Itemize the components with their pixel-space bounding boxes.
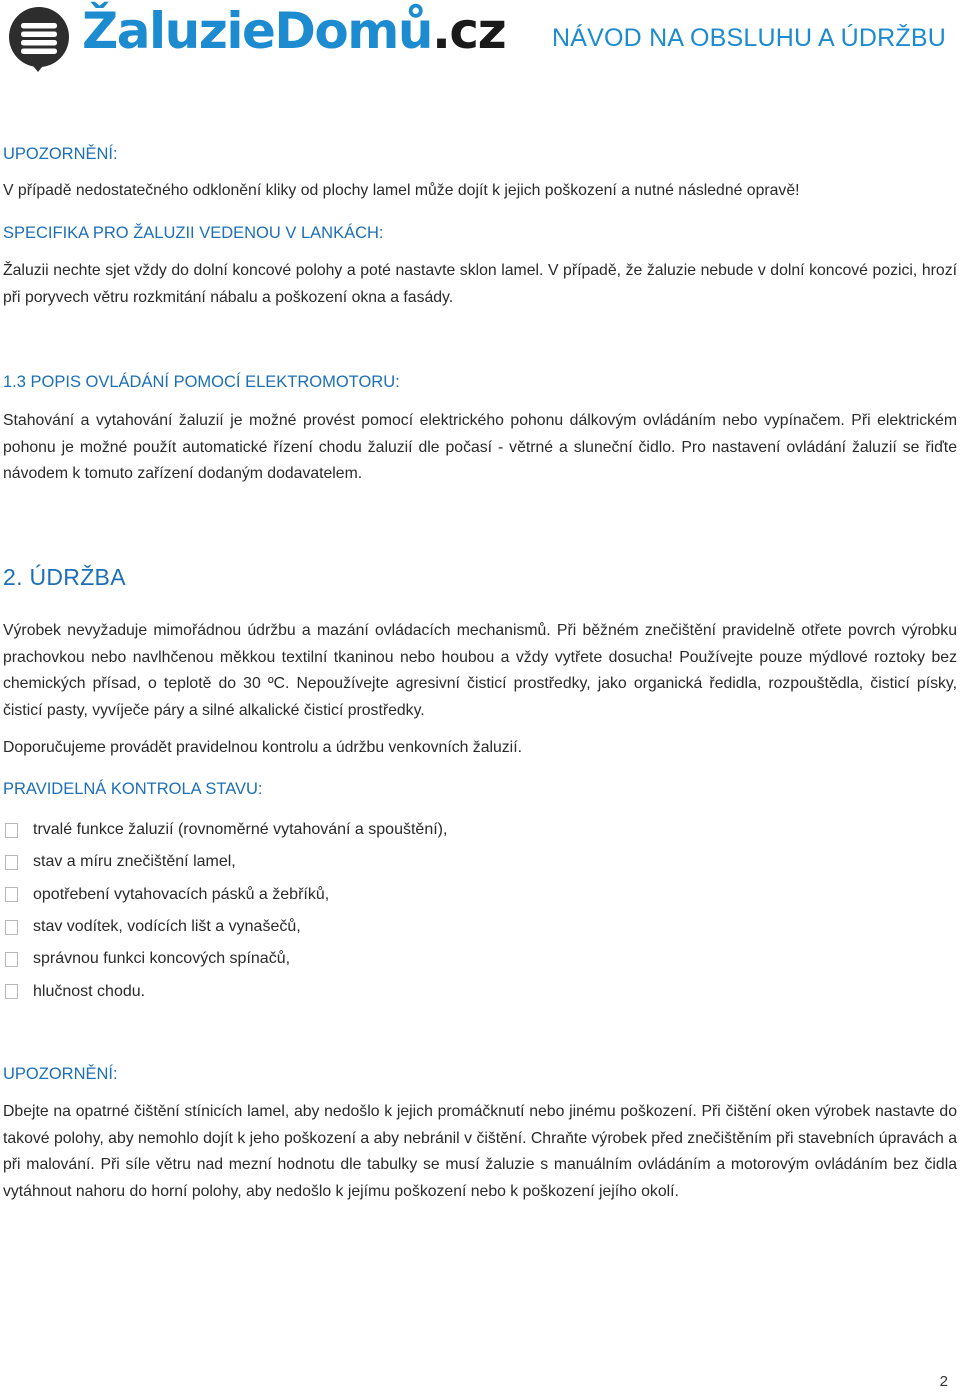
cords-label: SPECIFIKA PRO ŽALUZII VEDENOU V LANKÁCH: xyxy=(3,224,384,242)
list-item xyxy=(3,879,447,911)
page-number: 2 xyxy=(939,1373,948,1390)
recommend-text: Doporučujeme provádět pravidelnou kontrolu a údržbu venkovních žaluzií. xyxy=(3,739,522,756)
warning-label: UPOZORNĚNÍ: xyxy=(3,145,118,163)
check-label: PRAVIDELNÁ KONTROLA STAVU: xyxy=(3,780,263,798)
checkbox-square-icon xyxy=(5,920,18,935)
list-item-text: opotřebení vytahovacích pásků a žebříků, xyxy=(33,885,330,903)
checkbox-square-icon xyxy=(5,887,18,902)
document-title: NÁVOD NA OBSLUHU A ÚDRŽBU xyxy=(552,24,946,52)
warning-label: UPOZORNĚNÍ: xyxy=(3,1065,118,1083)
maintenance-heading: 2. ÚDRŽBA xyxy=(3,564,126,590)
list-item xyxy=(3,943,447,975)
motor-text: Stahování a vytahování žaluzií je možné provést pomocí elektrického pohonu dálkovým ovládáním nebo vypínačem. Při elektrickém pohonu je možné použít automatické řízení chodu žaluzií dle počasí - větrné a sluneční čidlo. Pro nastavení ovládání žaluzií se řiďte návodem k tomuto zařízení dodaným dodavatelem. xyxy=(3,412,957,482)
list-item xyxy=(3,814,447,846)
list-item-text: trvalé funkce žaluzií (rovnoměrné vytahování a spouštění), xyxy=(33,821,448,839)
list-item xyxy=(3,911,447,943)
checkbox-square-icon xyxy=(5,855,18,870)
list-item-text: stav vodítek, vodících lišt a vynašečů, xyxy=(33,918,301,936)
warning-text: Dbejte na opatrné čištění stínicích lamel, aby nedošlo k jejich promáčknutí nebo jinému poškození. Při čištění oken výrobek nastavte do takové polohy, aby nemohlo dojít k jeho poškození a aby nebránil v čištění. Chraňte výrobek před znečištěním při stavebních úpravách a při malování. Při síle větru nad mezní hodnotu dle tabulky se musí žaluzie s manuálním ovládáním a motorovým ovládáním bez čidla vytáhnout nahoru do horní polohy, aby nedošlo k jejímu poškození nebo k poškození jejího okolí. xyxy=(3,1103,957,1200)
cords-text: Žaluzii nechte sjet vždy do dolní koncové polohy a poté nastavte sklon lamel. V případě, že žaluzie nebude v dolní koncové pozici, hrozí při poryvech větru rozkmitání nábalu a poškození okna a fasády. xyxy=(3,262,957,306)
checkbox-square-icon xyxy=(5,952,18,967)
logo-wordmark xyxy=(82,2,505,60)
checkbox-square-icon xyxy=(5,823,18,838)
list-item-text: stav a míru znečištění lamel, xyxy=(33,853,236,871)
logo-main-text: ŽaluzieDomů xyxy=(82,2,432,60)
list-item xyxy=(3,846,447,878)
logo-badge-icon xyxy=(8,6,70,72)
maintenance-text: Výrobek nevyžaduje mimořádnou údržbu a mazání ovládacích mechanismů. Při běžném znečištění pravidelně otřete povrch výrobku prachovkou nebo navlhčenou měkkou textilní tkaninou nebo houbou a vždy vytřete dosucha! Používejte pouze mýdlové roztoky bez chemických přísad, o teplotě do 30 ºC. Nepoužívejte agresivní čisticí prostředky, jako organická ředidla, rozpouštědla, čisticí písky, čisticí pasty, vyvíječe páry a silné alkalické čisticí prostředky. xyxy=(3,622,957,719)
list-item xyxy=(3,975,447,1007)
list-item-text: hlučnost chodu. xyxy=(33,982,146,1000)
warning-text: V případě nedostatečného odklonění kliky od plochy lamel může dojít k jejich poškození a nutné následné opravě! xyxy=(3,182,800,199)
checkbox-square-icon xyxy=(5,984,18,999)
motor-label: 1.3 POPIS OVLÁDÁNÍ POMOCÍ ELEKTROMOTORU: xyxy=(3,373,400,391)
logo-tld-text: .cz xyxy=(431,2,506,60)
check-list xyxy=(3,814,447,1008)
list-item-text: správnou funkci koncových spínačů, xyxy=(33,950,291,968)
